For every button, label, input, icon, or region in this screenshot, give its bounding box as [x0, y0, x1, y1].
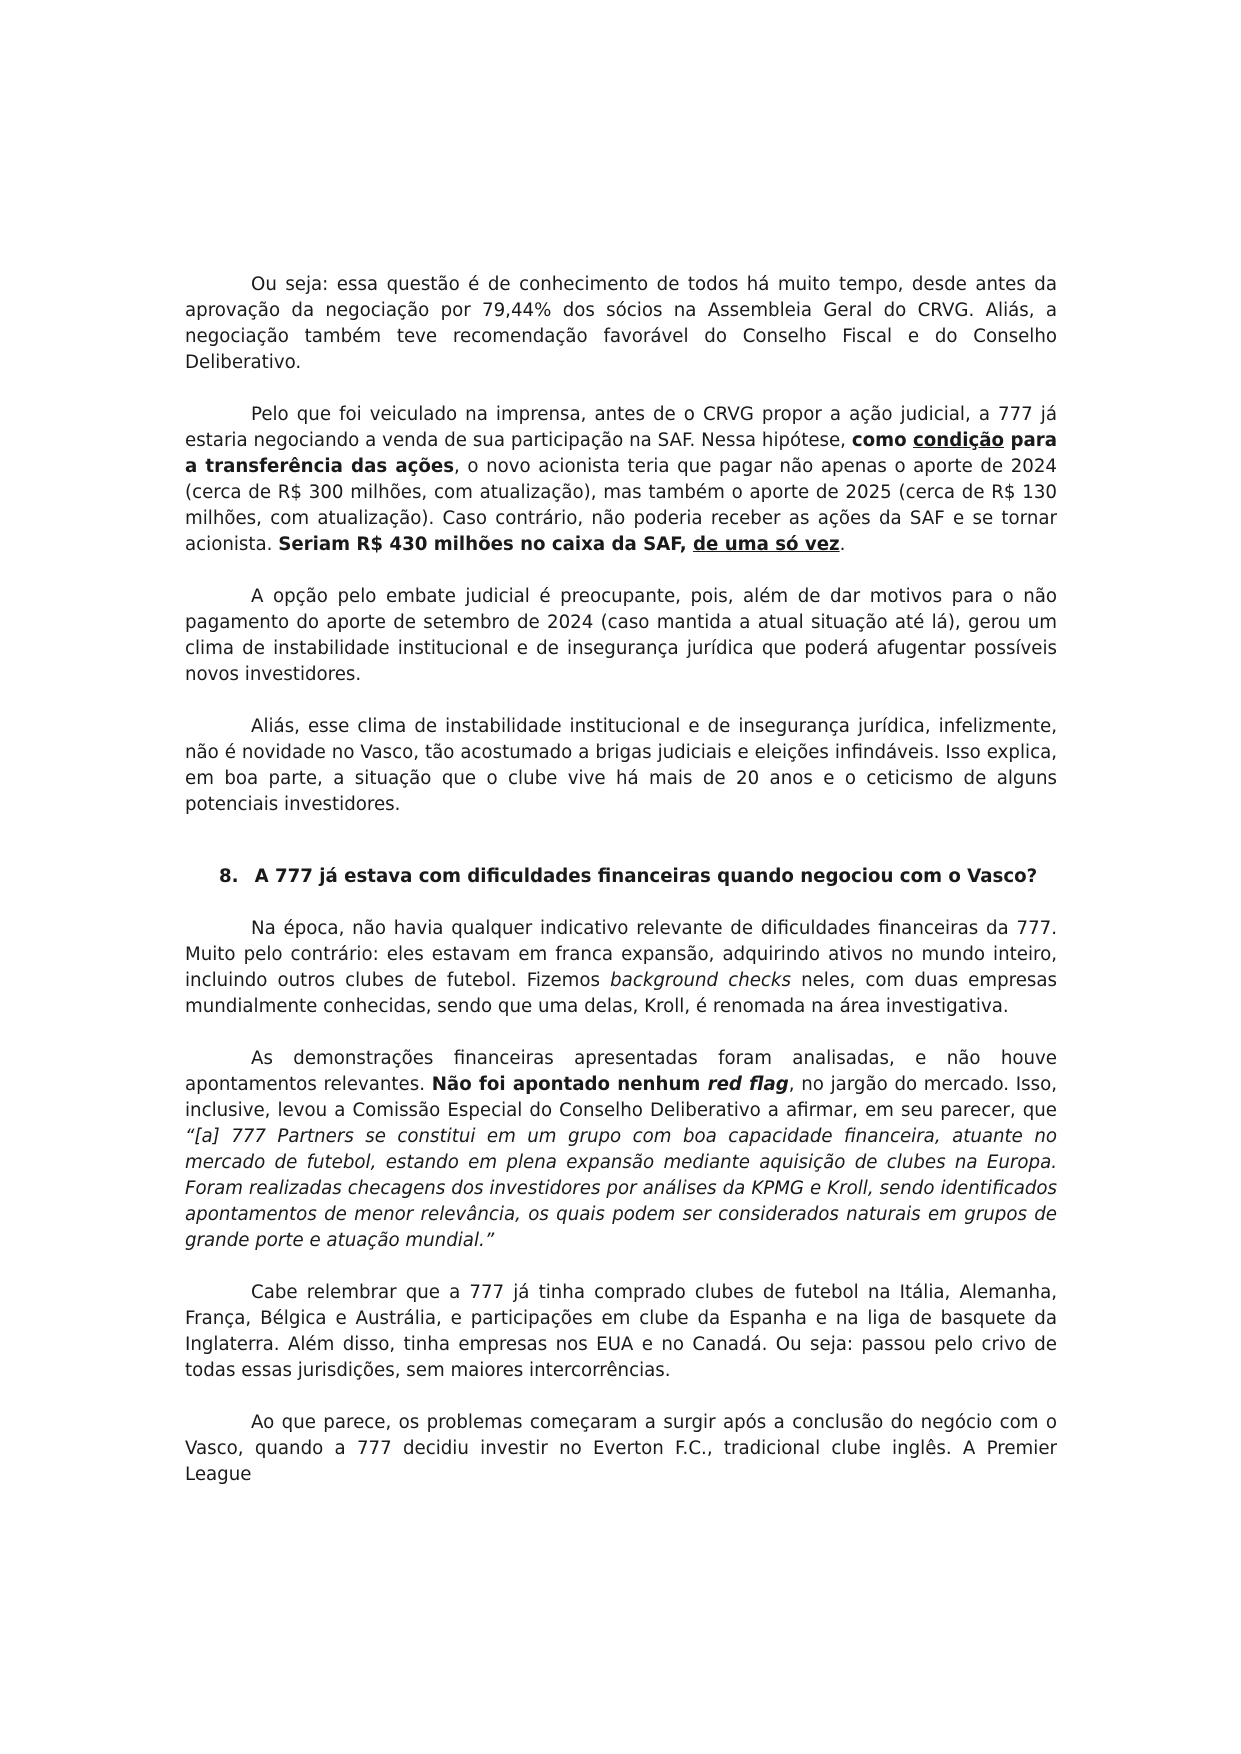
p6-text-a: As demonstrações financeiras apresentadas foram analisadas, e não houve apontamentos relevantes.	[185, 1048, 1057, 1095]
p5-text-b: neles, com duas empresas mundialmente conhecidas, sendo que uma delas, Kroll, é renomada na área investigativa.	[185, 970, 1057, 1017]
p6-text-b: , no jargão do mercado. Isso, inclusive, levou a Comissão Especial do Conselho Deliberativo a afirmar, em seu parecer, que	[185, 1074, 1057, 1121]
p2-bold-transferencia: para a transferência das ações	[185, 430, 1057, 477]
p6-bold-italic: red flag	[707, 1074, 789, 1095]
document-page	[185, 272, 1057, 1514]
p2-bold-seriam: Seriam R$ 430 milhões no caixa da SAF,	[278, 534, 694, 555]
paragraph-2	[185, 402, 1057, 558]
p5-italic: background checks	[610, 970, 791, 991]
p2-text-e: .	[839, 534, 846, 555]
paragraph-5	[185, 916, 1057, 1020]
p6-quote: “[a] 777 Partners se constitui em um grupo com boa capacidade financeira, atuante no mercado de futebol, estando em plena expansão mediante aquisição de clubes na Europa. Foram realizadas checagens dos investidores por análises da KPMG e Kroll, sendo identificados apontamentos de menor relevância, os quais podem ser considerados naturais em grupos de grande porte e atuação mundial.”	[185, 1126, 1057, 1251]
paragraph-6	[185, 1046, 1057, 1254]
paragraph-8: Ao que parece, os problemas começaram a surgir após a conclusão do negócio com o Vasco, quando a 777 decidiu investir no Everton F.C., tradicional clube inglês. A Premier League	[185, 1412, 1057, 1485]
p5-text-a: Na época, não havia qualquer indicativo relevante de dificuldades financeiras da 777. Muito pelo contrário: eles estavam em franca expansão, adquirindo ativos no mundo inteiro, incluindo outros clubes de futebol. Fizemos	[185, 918, 1057, 991]
p2-bold-underlined-uma-so-vez: de uma só vez	[693, 534, 840, 555]
p2-text-a: Pelo que foi veiculado na imprensa, antes de o CRVG propor a ação judicial, a 777 já estaria negociando a venda de sua participação na SAF. Nessa hipótese,	[185, 404, 1057, 451]
p6-bold: Não foi apontado nenhum	[431, 1074, 708, 1095]
p2-bold-como: como	[851, 430, 913, 451]
section-title: A 777 já estava com dificuldades financeiras quando negociou com o Vasco?	[254, 866, 1038, 887]
paragraph-3: A opção pelo embate judicial é preocupante, pois, além de dar motivos para o não pagamento do aporte de setembro de 2024 (caso mantida a atual situação até lá), gerou um clima de instabilidade institucional e de insegurança jurídica que poderá afugentar possíveis novos investidores.	[185, 586, 1057, 685]
section-heading	[219, 864, 1057, 890]
paragraph-7: Cabe relembrar que a 777 já tinha comprado clubes de futebol na Itália, Alemanha, França, Bélgica e Austrália, e participações em clube da Espanha e na liga de basquete da Inglaterra. Além disso, tinha empresas nos EUA e no Canadá. Ou seja: passou pelo crivo de todas essas jurisdições, sem maiores intercorrências.	[185, 1282, 1057, 1381]
paragraph-1: Ou seja: essa questão é de conhecimento de todos há muito tempo, desde antes da aprovação da negociação por 79,44% dos sócios na Assembleia Geral do CRVG. Aliás, a negociação também teve recomendação favorável do Conselho Fiscal e do Conselho Deliberativo.	[185, 274, 1057, 373]
section-number: 8.	[219, 866, 239, 887]
paragraph-4: Aliás, esse clima de instabilidade institucional e de insegurança jurídica, infelizmente, não é novidade no Vasco, tão acostumado a brigas judiciais e eleições infindáveis. Isso explica, em boa parte, a situação que o clube vive há mais de 20 anos e o ceticismo de alguns potenciais investidores.	[185, 716, 1057, 815]
p2-text-c: , o novo acionista teria que pagar não apenas o aporte de 2024 (cerca de R$ 300 milhões, com atualização), mas também o aporte de 2025 (cerca de R$ 130 milhões, com atualização). Caso contrário, não poderia receber as ações da SAF e se tornar acionista.	[185, 456, 1057, 555]
p2-bold-underlined-condicao: condição	[913, 430, 1005, 451]
